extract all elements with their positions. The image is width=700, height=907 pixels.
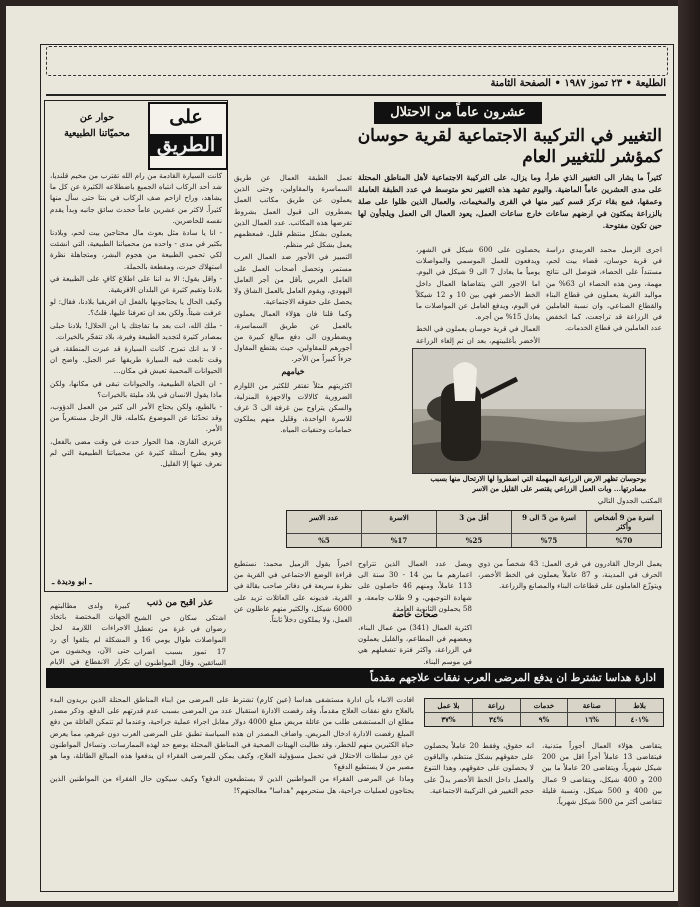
headline-line-1: التغيير في التركيبة الاجتماعية لقرية حوسان <box>357 126 662 146</box>
logo-word-2: الطريق <box>150 134 222 156</box>
household-col-header: اسرة من 9 أشخاص وأكثر <box>586 511 661 533</box>
article-paragraph: تعمل الطبقة العمال عن طريق السماسرة والمقاولين، وحتى الذين يعملون عن طريق مكاتب العمل يضطرون الى قبول العمل بشروط تفرضها هذه المكاتب. عدد العمال الذين يعملون بشكل منتظم قليل، فمعظمهم يعمل بشكل غير منظم. <box>234 173 352 250</box>
housing-heading: خيامهم <box>281 366 305 377</box>
left-title-line-2: محميّاتنا الطبيعية <box>64 128 130 139</box>
employment-cell: %٤٠١ <box>615 712 663 726</box>
article-paragraph: يحصلون على 600 شيكل في الشهر، ويدفعون للعمل الموسمي والمواصلات يومياً ما يعادل 7 الى 9 شيكل في اليوم. اما الاجور التي يتقاضاها العمال داخل الخط الأخضر فهي بين 10 و 12 شيكلاً في اليوم، ويدفع العامل عن المواصلات ما يعادل 15% من أجره. <box>416 245 541 322</box>
employment-table <box>424 698 664 727</box>
mid-subheading: صحات خاصة <box>392 610 438 620</box>
housing-paragraph: اكثريتهم مثلاً تفتقر للكثير من اللوازم الضرورية كالالات والاجهزة المنزلية، والسكن يتراوح بين غرفة الى 3 غرف للاسرة الواحدة، وقليل منهم يملكون حمامات وحنفيات المياه. <box>234 380 352 435</box>
hadassah-closing: وماذا عن المرضى الفقراء من المواطنين الذين لا يستطيعون الدفع؟ وكيف سيكون حال الفقراء من المواطنين الذين يحتاجون لعمليات جراحية، هل ستحرمهم "هداسا" معالجتهم؟! <box>50 774 414 795</box>
article-paragraph: وكما قلنا فان هؤلاء العمال يعملون بالعمل عن طريق السماسرة، ويضطرون الى دفع مبالغ كبيرة من أجورهم للمقاولين، حيث يقتطع المقاول جزءاً كبيراً من الأجر. <box>234 309 352 364</box>
hadassah-headline: ادارة هداسا تشترط ان يدفع المرضى العرب نفقات علاجهم مقدماً <box>46 668 664 688</box>
employment-cell: %٣٧ <box>425 712 472 726</box>
employment-col-header: زراعة <box>472 699 520 712</box>
left-title-line-1: حوار عن <box>79 112 115 123</box>
article-col-mid <box>416 244 540 344</box>
article-headline <box>238 126 662 168</box>
left-paragraph: وكيف الحال يا يحتاجونها بالفعل ان افريقيا بلادنا، فقال: لو عرفت شيئاً. ولكن بعد ان تعرفنا عليها، قلتُ؟. <box>50 297 222 318</box>
article-paragraph: العمال في قرية حوسان يعملون في الخط الأخضر بأغلبيتهم، بعد ان تم إلغاء الزراعة <box>416 324 540 345</box>
photo-caption: بوحوسان تظهر الارض الزراعية المهملة التي اضطروا لها الارتحال منها بسبب مصادرتها... وبات العمل الزراعي يقتصر على القليل من الاسر <box>430 475 646 493</box>
newspaper-page <box>6 6 678 901</box>
mid-right-block: يعمل الرجال القادرون في قرى العمل: 43 شخصاً من ذوي الحرف في المدينة، و 87 عاملاً يعملون في الخط الأخضر، ويتوزّع العاملون على قطاعات البناء والمصانع والزراعة. <box>478 559 662 591</box>
left-paragraph: - واقل يقول: الا بد اننا على اطلاع كافٍ على الطبيعة في بلادنا وتقيم كثيرة عن البلدان الافريقية. <box>50 273 222 295</box>
mid-subheading-body: اكثرية العمال (341) من عمال البناء، وبعضهم في المطاعم، والقليل يعملون في الزراعة، واكثر فترة تشغيلهم هي في موسم البناء. <box>358 623 472 666</box>
household-cell: %75 <box>511 533 586 547</box>
employment-cell: %٩ <box>520 712 568 726</box>
household-col-header: اسرة من 5 الى 9 <box>511 511 586 533</box>
household-cell: %17 <box>361 533 436 547</box>
household-col-header: أقل من 3 <box>436 511 511 533</box>
left-column-body <box>50 170 222 572</box>
employment-col-header: خدمات <box>520 699 568 712</box>
household-col-header: عدد الاسر <box>309 513 339 522</box>
bottom-right-block: يتقاضى هؤلاء العمال أجوراً متدنية، فيتقاضى 13 عاملاً أجراً اقل من 200 شيكل شهرياً، ويتقاضى 20 عاملاً ما بين 200 و 400 شيكل، ويتقاضى 9 عمال بين 400 و 500 شيكل، ونسبة قليلة تتقاضى أكثر من 500 شيكل شهرياً. <box>542 741 663 807</box>
household-cell: %25 <box>436 533 511 547</box>
left-paragraph: عزيزي القارئ، هذا الحوار حدث في وقت مضى بالفعل، وهو يطرح أسئلة كثيرة عن محمياتنا الطبيعية التي لم نعرف عنها إلا القليل. <box>50 436 222 469</box>
household-table <box>286 510 662 548</box>
article-paragraph: التمييز في الأجور ضد العمال العرب مستمر، وتحصل أصحاب العمل على العامل العربي بأقل من أجر العامل اليهودي، ويقوم العامل بالعمل الشاق ولا يحصل على حقوقه الاجتماعية. <box>234 252 352 307</box>
bottom-mid-block: انه حقوق، وفقط 20 عاملاً يحصلون على حقوقهم بشكل منتظم، والباقون لا يحصلون على حقوقهم، وهذا التنوع والعمل داخل الخط الأخضر يدلّ على حجم التغيير في التركيبة الاجتماعية. <box>424 741 534 795</box>
article-lead: كثيراً ما يشار الى التغيير الذي طرأ، وما يزال، على التركيبة الاجتماعية لأهل المناطق المحتلة على مدى العشرين عاماً الماضية. واليوم تشهد هذه التغيير نحو متوسط في عدد الطبقة العاملة وعمقها، فمع بقاء تركز قسم كبير منها في القرى والمخيمات، والعمال الذين ظلوا على صلة بالزراعة يمكثون في ارضهم ساعات خارج ساعات العمل، يعود العمال الى العمل ويلجأون لها حين تكون مفتوحة. <box>358 173 662 230</box>
logo-word-1: على <box>169 106 203 128</box>
brief-body: كبيرة ولدى مطالبتهم الجهات المختصة باتخاذ الاجراءات اللازمة لحل المشكلة لم يتلقوا أي رد حتى الآن، ويخشون من تكرار الانقطاع في الايام <box>50 601 130 667</box>
employment-table-row <box>425 712 663 726</box>
mid-center-block: ويصل عدد العمال الذين تتراوح اعمارهم ما بين 14 - 30 سنة الى 113 عاملاً، ومنهم 46 حاصلون على شهادة التوجيهي، و 9 طلاب جامعة، و 58 يحملون الثانوية العامة. <box>358 559 472 613</box>
mid-left-block: اخيراً يقول الزميل محمد: نستطيع قراءة الوضع الاجتماعي في القرية من نظرة سريعة في دفاتر صاحب بقالة في القرية، فديونه على العائلات تزيد على 6000 شيكل، والكثير منهم عاطلون عن العمل، ولا يملكون دخلاً ثابتاً. <box>234 559 352 625</box>
column-logo <box>148 102 228 170</box>
household-cell: %70 <box>586 533 661 547</box>
notice-body: اشتكى سكان حي الشيخ رضوان في غزة من تعطيل المواصلات طوال يومي 16 و 17 تموز بسبب اضراب السائقين، وقال المواطنون ان <box>134 613 226 667</box>
header-rule <box>46 94 666 96</box>
article-kicker: عشرون عاماً من الاحتلال <box>374 102 542 124</box>
left-paragraph: - انا يا سادة مثل بعوث مال محتاجين بيت لحم، وبلادنا بكثير في مدى - واحده من محمياتنا الطبيعية، التي انشئت لكي تحمي الطبيعة من هجوم البشر، ومتجاهلة نظرة استهلاك حيرت، ومقطعة بالحملة. <box>50 228 222 271</box>
hadassah-body <box>50 694 414 870</box>
employment-col-header: بلاط <box>615 699 663 712</box>
article-col-left <box>234 172 352 440</box>
notice-title: عذر اقبح من ذنب <box>146 598 214 608</box>
article-paragraph: اجرى الزميل محمد العربيدي دراسة في قرية حوسان، قضاء بيت لحم، مستنداً على الحصاء، فتوصل الى نتائج مهمة، ومن هذه الحصاء ان 63% من مواليد القرية يعملون في قطاع البناء والقطاع الصناعي، وان نسبة العاملين في الزراعة قد تراجعت، كما انخفض عدد العاملين في قطاع الخدمات. <box>546 245 662 333</box>
photo-illustration <box>413 349 645 473</box>
household-cell: %5 <box>287 533 361 547</box>
employment-cell: %١٦ <box>567 712 615 726</box>
left-paragraph: - ان الحياة الطبيعية، والحيوانات تبقى في مكانها، ولكن ماذا يقول الانسان في بلاد مليئة بالخيرات؟ <box>50 378 222 399</box>
hadassah-paragraph: افادت الانباء بأن ادارة مستشفى هداسا (عين كارم) تشترط على المرضى من ابناء المناطق المحتلة الذين يريدون البدء بالعلاج دفع نفقات العلاج مقدماً، وقد رفضت الادارة استقبال عدد من المرضى بسبب عدم قدرتهم على الدفع. وذكر مصدر مطلع ان المستشفى طلب من عائلة مريض مبلغ 4000 دولار مقابل اجراء عملية جراحية، وعندما لم تتمكن العائلة من دفع المبلغ رفضت الادارة ادخال المريض. واضاف المصدر ان هذه السياسة تطبق على المرضى العرب دون غيرهم، مما يعرض حياة الكثيرين منهم للخطر، وقد طالبت الهيئات الصحية في المناطق المحتلة بوضع حد لهذه الممارسات. وتساءل المواطنون عن دور سلطات الاحتلال في تحمل مسؤولية العلاج، وكيف يمكن للمرضى الفقراء ان يدفعوا هذه المبالغ الطائلة، وما هو مصير من لا يستطيع الدفع؟ <box>50 695 414 772</box>
binder-edge <box>678 0 700 907</box>
employment-col-header: بلا عمل <box>437 701 460 710</box>
running-head: الطليعة • ٢٣ تموز ١٩٨٧ • الصفحة الثامنة <box>490 78 666 89</box>
employment-cell: %٣٤ <box>472 712 520 726</box>
left-paragraph: - لا بد انك تمزح. كانت السيارة قد عبرت المنطقة، في وقت تابعت فيه السيارة طريقها عبر الجبل. واضح ان الحيوانات المحمية تعيش في مكان... <box>50 344 222 376</box>
column-signature: ـ ابو وديدة ـ <box>52 576 92 586</box>
photo-credit: المكتب الجدول التالي <box>597 496 662 505</box>
household-table-row <box>287 533 661 547</box>
top-dashed-box <box>46 46 668 76</box>
household-col-header: الاسرة <box>361 511 436 533</box>
news-photo <box>412 348 646 474</box>
left-column-title <box>50 110 144 142</box>
left-paragraph: كانت السيارة القادمة من رام الله تقترب من مخيم قلنديا، شد أحد الركاب انتباه الجميع باضطلاعه الكثيرة عن كل ما يشاهد، وراح ازاحم صف الركاب في بنتا حتى سأل منها كثيراً. لاكثر من عشرين عاماً ححدث سائق جانبه وبدأ يقدم نفسه للحاضرين. <box>50 171 222 225</box>
article-col-right <box>546 244 662 344</box>
left-paragraph: - ملك الله، انت بعد ما تفاجئك يا ابن الحلال! بلادنا حبلى بمصادر كثيرة لتجديد الطبيعة وفيرة، بلاد تتفجّر بالخيرات. <box>50 320 222 341</box>
employment-col-header: صناعة <box>567 699 615 712</box>
employment-table-header <box>425 699 663 712</box>
household-table-header <box>287 511 661 533</box>
left-paragraph: - بالطبع، ولكن يحتاج الأمر الى كثير من العمل الدؤوب، وقد تحدّثنا عن الموضوع بكامله، قال الرجل مستغرباً من الأمر. <box>50 402 222 434</box>
headline-line-2: كمؤشر للتغيير العام <box>522 147 662 167</box>
